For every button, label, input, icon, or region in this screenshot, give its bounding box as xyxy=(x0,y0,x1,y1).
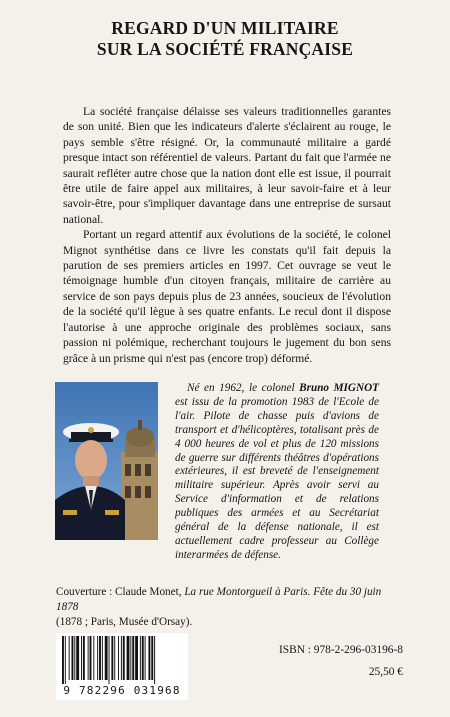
barcode-bars xyxy=(58,636,186,684)
bio-intro: Né en 1962, le colonel xyxy=(187,382,300,394)
blurb xyxy=(63,104,391,366)
author-photo xyxy=(55,382,158,540)
barcode-bar xyxy=(81,636,82,680)
cover-credit xyxy=(56,585,396,630)
barcode-bar xyxy=(69,636,70,680)
barcode-bar xyxy=(72,636,74,680)
barcode-bar xyxy=(99,636,101,680)
author-name: Bruno MIGNOT xyxy=(299,382,379,394)
barcode-bar xyxy=(148,636,150,680)
barcode-bar xyxy=(118,636,119,680)
credit-source: (1878 ; Paris, Musée d'Orsay). xyxy=(56,616,193,628)
barcode-bar xyxy=(135,636,138,680)
author-bio xyxy=(175,382,379,563)
barcode-bar xyxy=(123,636,125,680)
barcode-bar xyxy=(88,636,89,680)
barcode-bar xyxy=(111,636,113,680)
barcode-bar xyxy=(142,636,144,680)
bio-rest: est issu de la promotion 1983 de l'Ecole de l'air. Pilote de chasse puis d'avions de transport et d'hélicoptères, totalisant près de 4 000 heures de vol et plus de 120 missions de guerre sur différents théâtres d'opérations extérieures, il est breveté de l'enseignement militaire supérieur. Après avoir servi au Service d'information et de relations publiques des armées et au Secrétariat général de la défense nationale, il est actuellement cadre professeur au Collège interarmées de défense. xyxy=(175,395,379,561)
barcode-bar xyxy=(93,636,94,680)
blurb-paragraph: La société française délaisse ses valeurs traditionnelles garantes de son unité. Bien que les indicateurs d'alerte s'éclairent au rouge, le pays semble s'être résigné. Or, la communauté militaire a gardé presque intact son référentiel de valeurs. Partant du fait que l'armée ne saurait refléter autre chose que la nation dont elle est issue, il pourrait être utile de faire appel aux militaires, à leur savoir-faire et à leur savoir-être, pour s'impliquer davantage dans une entreprise de sursaut national. xyxy=(63,105,391,226)
barcode-bar xyxy=(130,636,131,680)
barcode-bar xyxy=(145,636,146,680)
credit-work: La rue Montorgueil à Paris. Fête du 30 juin 1878 xyxy=(56,586,382,613)
barcode-bar xyxy=(140,636,141,680)
title-line-2: SUR LA SOCIÉTÉ FRANÇAISE xyxy=(96,39,354,59)
bio-text xyxy=(175,382,379,563)
barcode-bar xyxy=(105,636,108,680)
blurb-paragraph: Portant un regard attentif aux évolutions de la société, le colonel Mignot synthétise dans ce livre les constats qu'il fait depuis la parution de ses premiers articles en 1997. Cet ouvrage se veut le témoignage humble d'un citoyen français, militaire de carrière au service de son pays depuis plus de 23 années, soucieux de l'évolution de la société qu'il lègue à ses quatre enfants. Le recul dont il dispose l'autorise à une approche originale des problèmes sociaux, sans passion ni polémique, recherchant toujours le jugement du bon sens grâce à un prisme qui n'est pas (encore trop) déformé. xyxy=(63,228,391,365)
barcode xyxy=(56,633,188,700)
barcode-bar xyxy=(74,636,75,680)
author-portrait-image xyxy=(55,382,158,540)
barcode-bar xyxy=(121,636,122,680)
barcode-bar xyxy=(114,636,115,680)
book-title xyxy=(40,18,410,60)
barcode-bar xyxy=(90,636,92,680)
barcode-bar xyxy=(76,636,79,680)
barcode-bar xyxy=(97,636,98,680)
barcode-bar xyxy=(154,636,155,684)
barcode-bar xyxy=(65,636,66,684)
price: 25,50 € xyxy=(368,666,403,678)
barcode-bar xyxy=(151,636,153,680)
barcode-bar xyxy=(109,636,110,684)
barcode-bar xyxy=(127,636,130,680)
barcode-bar xyxy=(102,636,103,680)
credit-label: Couverture : Claude Monet, xyxy=(56,586,185,598)
barcode-bar xyxy=(83,636,85,680)
barcode-bar xyxy=(132,636,134,680)
isbn: ISBN : 978-2-296-03196-8 xyxy=(278,644,403,656)
barcode-digits: 9 782296 031968 xyxy=(63,684,181,697)
barcode-bar xyxy=(62,636,64,684)
title-line-1: REGARD D'UN MILITAIRE xyxy=(111,18,339,38)
